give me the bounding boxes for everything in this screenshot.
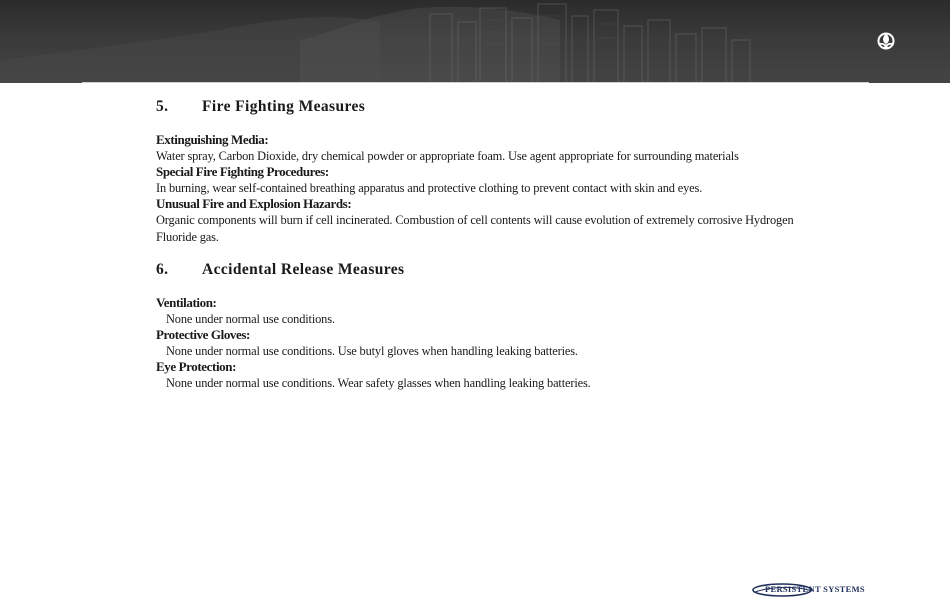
- extinguishing-media-text: Water spray, Carbon Dioxide, dry chemical powder or appropriate foam. Use agent appropriate for surrounding materials: [156, 149, 739, 163]
- section-fire-fighting: [156, 96, 816, 245]
- unusual-hazards-label: Unusual Fire and Explosion Hazards:: [156, 196, 352, 212]
- logo-text: PERSISTENT SYSTEMS: [765, 584, 865, 594]
- header-banner: [0, 0, 950, 83]
- ventilation-text: None under normal use conditions.: [166, 311, 335, 326]
- section-heading: [156, 96, 816, 118]
- section-number: 5.: [156, 98, 169, 115]
- section-title: Accidental Release Measures: [202, 260, 405, 278]
- extinguishing-media-label: Extinguishing Media:: [156, 132, 269, 147]
- city-skyline-graphic: [0, 0, 950, 83]
- protective-gloves-text: None under normal use conditions. Use butyl gloves when handling leaking batteries.: [166, 344, 578, 359]
- section-heading: [156, 259, 816, 281]
- document-content: [156, 96, 816, 391]
- section-accidental-release: [156, 259, 816, 392]
- special-procedures-label: Special Fire Fighting Procedures:: [156, 164, 329, 180]
- section-number: 6.: [156, 260, 169, 278]
- company-logo: [752, 582, 864, 598]
- ventilation-label: Ventilation:: [156, 294, 217, 310]
- section-title: Fire Fighting Measures: [202, 98, 366, 115]
- unusual-hazards-text: Organic components will burn if cell incinerated. Combustion of cell contents will cause evolution of extremely corrosive Hydrogen Fluoride gas.: [156, 213, 794, 244]
- protective-gloves-label: Protective Gloves:: [156, 327, 250, 343]
- eye-protection-label: Eye Protection:: [156, 359, 237, 375]
- eye-protection-text: None under normal use conditions. Wear safety glasses when handling leaking batteries.: [166, 376, 591, 391]
- brand-emblem-icon: [876, 31, 896, 51]
- header-divider: [82, 82, 869, 83]
- special-procedures-text: In burning, wear self-contained breathing apparatus and protective clothing to prevent contact with skin and eyes.: [156, 181, 703, 196]
